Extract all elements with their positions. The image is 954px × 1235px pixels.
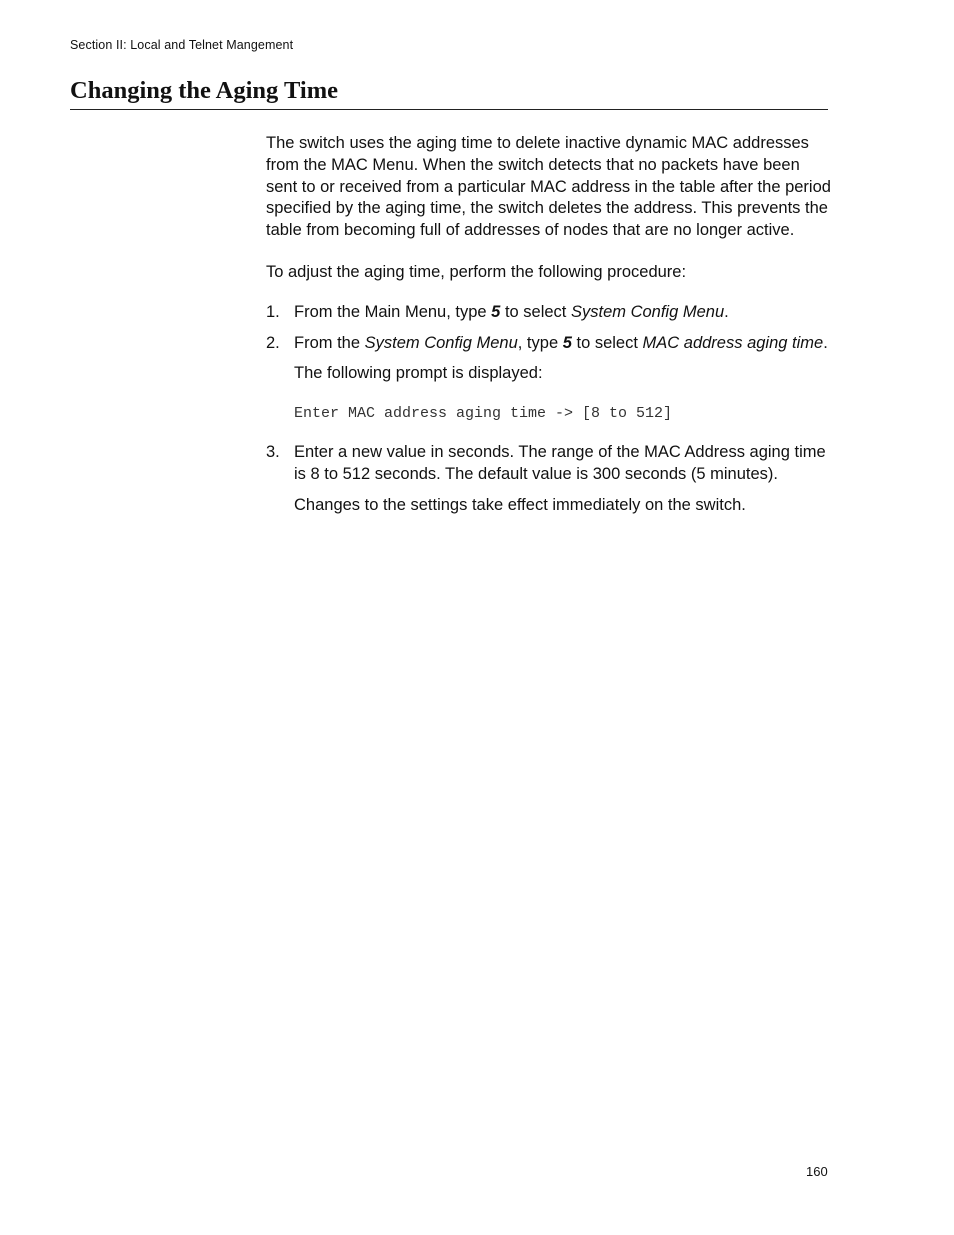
procedure-lead: To adjust the aging time, perform the following procedure: [266, 262, 687, 281]
page-number: 160 [806, 1164, 828, 1179]
procedure-step-2 [266, 333, 834, 425]
procedure-step-3 [266, 442, 834, 516]
section-title: Changing the Aging Time [70, 77, 338, 104]
menu-option: MAC address aging time [642, 333, 824, 352]
key-press: 5 [491, 302, 501, 321]
menu-name: System Config Menu [570, 302, 725, 321]
body-column [266, 133, 834, 525]
step-followup: The following prompt is displayed: [294, 364, 543, 383]
prompt-code: Enter MAC address aging time -> [8 to 512] [294, 405, 673, 423]
step-text-part: to select [500, 302, 571, 321]
step-text-part: . [724, 302, 729, 321]
intro-paragraph: The switch uses the aging time to delete inactive dynamic MAC addresses from the MAC Menu. When the switch detects that no packets have been sent to or received from a particular MAC address in the table after the period specified by the aging time, the switch deletes the address. This prevents the table from becoming full of addresses of nodes that are no longer active. [266, 134, 831, 240]
step-text: Enter a new value in seconds. The range of the MAC Address aging time is 8 to 512 seconds. The default value is 300 seconds (5 minutes). [294, 442, 826, 483]
title-rule [70, 109, 828, 110]
procedure-steps [266, 302, 834, 517]
step-text-part: . [823, 333, 828, 352]
step-number: 3. [266, 442, 280, 461]
step-number: 2. [266, 333, 280, 352]
step-text-part: to select [571, 333, 643, 352]
menu-name: System Config Menu [364, 333, 518, 352]
key-press: 5 [562, 333, 572, 352]
step-followup: Changes to the settings take effect immediately on the switch. [294, 495, 746, 514]
step-number: 1. [266, 302, 280, 321]
running-header: Section II: Local and Telnet Mangement [70, 38, 294, 52]
step-text-part: , type [517, 333, 563, 352]
step-text [294, 302, 834, 324]
step-text-part: From the [294, 333, 365, 352]
procedure-step-1 [266, 302, 834, 324]
step-text-part: From the Main Menu, type [294, 302, 492, 321]
step-text [294, 333, 834, 355]
